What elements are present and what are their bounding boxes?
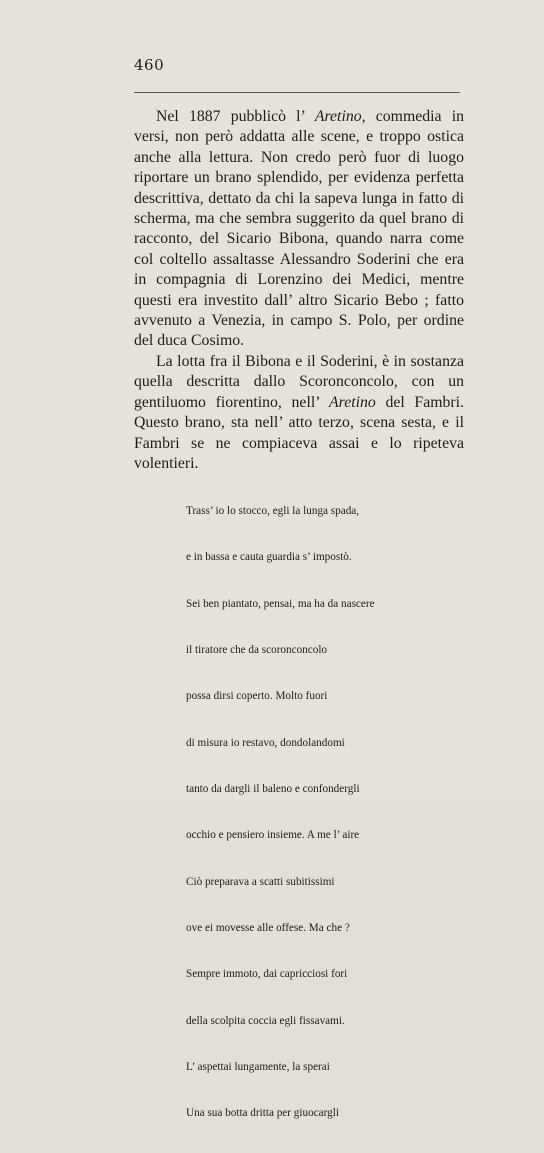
paragraph-1-before-title: Nel 1887 pubblicò l’ xyxy=(156,108,315,125)
verse-quotation xyxy=(186,473,466,1153)
verse-line: Sempre immoto, dai capricciosi fori xyxy=(186,968,348,981)
header-rule xyxy=(134,92,460,93)
verse-line: tanto da dargli il baleno e confondergli xyxy=(186,782,360,795)
verse-line: Ciò preparava a scatti subitissimi xyxy=(186,875,335,888)
verse-line: della scolpita coccia egli fissavami. xyxy=(186,1014,345,1027)
prose-body xyxy=(134,107,464,474)
verse-line: occhio e pensiero insieme. A me l’ aire xyxy=(186,829,360,842)
paragraph-2-title: Aretino xyxy=(328,393,376,411)
verse-line: il tiratore che da scoronconcolo xyxy=(186,643,328,656)
paragraph-2-before-title: La lotta fra il Bibona e il Soderini, è in sostanza quella descritta dallo Scoronconcolo, con un gentiluomo fiorentino, nell’ xyxy=(134,352,464,411)
paragraph-1 xyxy=(134,107,464,352)
paragraph-2 xyxy=(134,352,464,474)
page-number: 460 xyxy=(134,56,165,74)
paragraph-2-after-title: del Fambri. Questo brano, sta nell’ atto terzo, scena sesta, e il Fambri se ne compiaceva assai e lo ripeteva volentieri. xyxy=(134,393,464,472)
verse-line: ove ei movesse alle offese. Ma che ? xyxy=(186,922,350,934)
verse-line: L’ aspettai lungamente, la sperai xyxy=(186,1061,330,1074)
verse-line: possa dirsi coperto. Molto fuori xyxy=(186,690,328,703)
verse-line: Sei ben piantato, pensai, ma ha da nascere xyxy=(186,597,375,610)
verse-line: di misura io restavo, dondolandomi xyxy=(186,736,345,749)
verse-line: Trass’ io lo stocco, egli la lunga spada, xyxy=(186,504,360,517)
verse-line: Una sua botta dritta per giuocargli xyxy=(186,1107,339,1120)
paragraph-1-title: Aretino, xyxy=(314,108,366,125)
verse-line: e in bassa e cauta guardia s’ impostò. xyxy=(186,551,352,564)
paragraph-1-after-title: commedia in versi, non però addatta alle scene, e troppo ostica anche alla lettura. Non credo però fuor di luogo riportare un brano splendido, per evidenza perfetta descrittiva, dettato da chi la sapeva lunga in fatto di scherma, ma che sembra suggerito da quel brano di racconto, del Sicario Bibona, quando narra come col coltello assaltasse Alessandro Soderini che era in compagnia di Lorenzino dei Medici, mentre questi era investito dall’ altro Sicario Bebo ; fatto avvenuto a Venezia, in campo S. Polo, per ordine del duca Cosimo. xyxy=(134,108,464,350)
